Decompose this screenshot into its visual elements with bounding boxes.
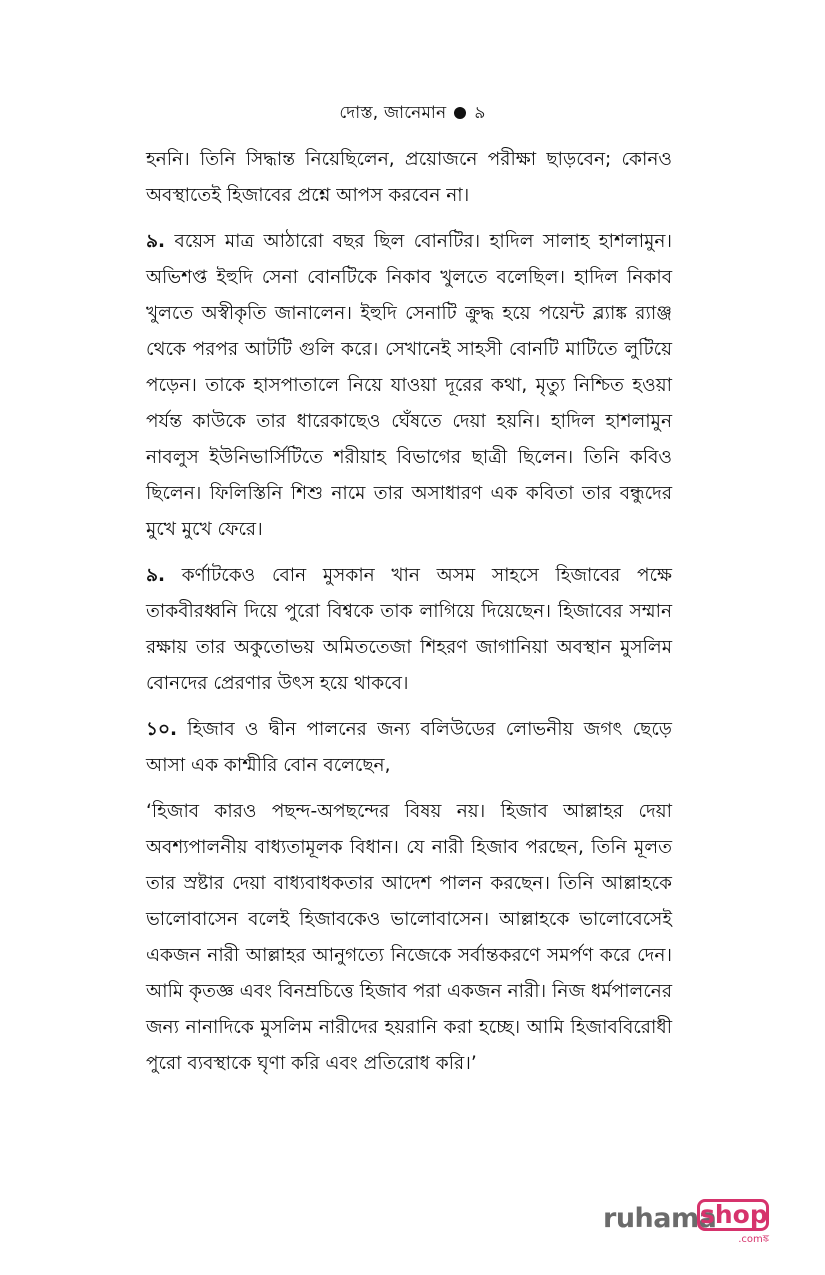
paragraph-text: হননি। তিনি সিদ্ধান্ত নিয়েছিলেন, প্রয়োজনে পরীক্ষা ছাড়বেন; কোনও অবস্থাতেই হিজাবের প্রশ্নে আপস করবেন না। [146, 149, 672, 206]
body-text [146, 142, 672, 1092]
watermark-shop-badge [697, 1199, 769, 1231]
quote-paragraph [146, 794, 672, 1082]
watermark-shop-text: shop [700, 1200, 768, 1229]
running-header [0, 100, 825, 128]
watermark-domain: .comঙ্ক [738, 1234, 769, 1245]
item-number: ৯. [146, 565, 166, 586]
quote-text: ‘হিজাব কারও পছন্দ-অপছন্দের বিষয় নয়। হিজাব আল্লাহর দেয়া অবশ্যপালনীয় বাধ্যতামূলক বিধান। যে নারী হিজাব পরছেন, তিনি মূলত তার স্রষ্টার দেয়া বাধ্যবাধকতার আদেশ পালন করছেন। তিনি আল্লাহকে ভালোবাসেন বলেই হিজাবকেও ভালোবাসেন। আল্লাহকে ভালোবেসেই একজন নারী আল্লাহর আনুগত্যে নিজেকে সর্বান্তকরণে সমর্পণ করে দেন। আমি কৃতজ্ঞ এবং বিনম্রচিত্তে হিজাব পরা একজন নারী। নিজ ধর্মপালনের জন্য নানাদিকে মুসলিম নারীদের হয়রানি করা হচ্ছে। আমি হিজাববিরোধী পুরো ব্যবস্থাকে ঘৃণা করি এবং প্রতিরোধ করি।’ [146, 801, 672, 1074]
paragraph-continuation [146, 142, 672, 214]
paragraph-text: হিজাব ও দ্বীন পালনের জন্য বলিউডের লোভনীয় জগৎ ছেড়ে আসা এক কাশ্মীরি বোন বলেছেন, [146, 719, 672, 776]
page-number: ৯ [474, 103, 486, 123]
paragraph-text: কর্ণাটকেও বোন মুসকান খান অসম সাহসে হিজাবের পক্ষে তাকবীরধ্বনি দিয়ে পুরো বিশ্বকে তাক লাগিয়ে দিয়েছেন। হিজাবের সম্মান রক্ষায় তার অকুতোভয় অমিততেজা শিহরণ জাগানিয়া অবস্থান মুসলিম বোনদের প্রেরণার উৎস হয়ে থাকবে। [146, 565, 672, 694]
paragraph-item-9-muskan [146, 558, 672, 702]
bullet-dot [454, 107, 466, 119]
paragraph-item-9-hadil [146, 224, 672, 548]
header-title: দোস্ত, জানেমান [339, 103, 447, 123]
ruhamashop-watermark [603, 1199, 773, 1245]
paragraph-text: বয়েস মাত্র আঠারো বছর ছিল বোনটির। হাদিল সালাহ হাশলামুন। অভিশপ্ত ইহুদি সেনা বোনটিকে নিকাব খুলতে বলেছিল। হাদিল নিকাব খুলতে অস্বীকৃতি জানালেন। ইহুদি সেনাটি ক্রুদ্ধ হয়ে পয়েন্ট ব্ল্যাঙ্ক র‍্যাঞ্জ থেকে পরপর আটটি গুলি করে। সেখানেই সাহসী বোনটি মাটিতে লুটিয়ে পড়েন। তাকে হাসপাতালে নিয়ে যাওয়া দূরের কথা, মৃত্যু নিশ্চিত হওয়া পর্যন্ত কাউকে তার ধারেকাছেও ঘেঁষতে দেয়া হয়নি। হাদিল হাশলামুন নাবলুস ইউনিভার্সিটিতে শরীয়াহ বিভাগের ছাত্রী ছিলেন। তিনি কবিও ছিলেন। ফিলিস্তিনি শিশু নামে তার অসাধারণ এক কবিতা তার বন্ধুদের মুখে মুখে ফেরে। [146, 231, 672, 540]
paragraph-item-10 [146, 712, 672, 784]
item-number: ৯. [146, 231, 166, 252]
watermark-brand: ruhama [603, 1203, 717, 1234]
item-number: ১০. [146, 719, 178, 740]
